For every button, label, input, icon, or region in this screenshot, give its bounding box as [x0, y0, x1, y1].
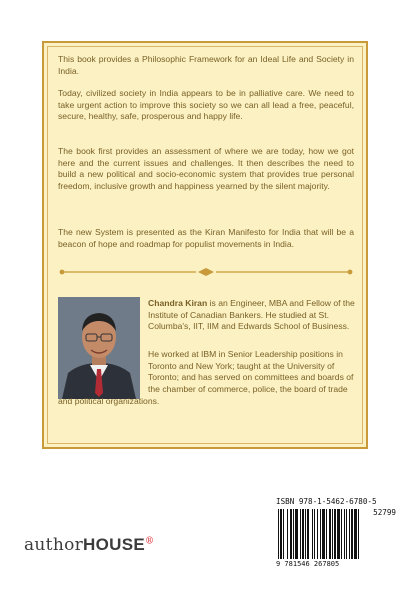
barcode-bar — [344, 509, 345, 559]
barcode-bar — [305, 509, 306, 559]
publisher-logo-house: HOUSE — [83, 535, 145, 554]
blurb-paragraph-2: Today, civilized society in India appears to be in palliative care. We need to take urgent action to improve this society so we can all lead a free, peaceful, secure, healthy, safe, prosperous and happy life. — [58, 88, 354, 122]
barcode-bar — [317, 509, 318, 559]
ornamental-divider — [58, 267, 354, 277]
barcode-bar — [322, 509, 325, 559]
barcode-bar — [287, 509, 288, 559]
author-bio-paragraph-2-tail: and political organizations. — [58, 396, 160, 406]
barcode-bar — [280, 509, 282, 559]
barcode-bar — [293, 509, 294, 559]
ean-text: 9 781546 267805 — [276, 560, 340, 568]
barcode-bar — [302, 509, 304, 559]
publisher-logo — [24, 535, 154, 555]
blurb-paragraph-4: The new System is presented as the Kiran Manifesto for India that will be a beacon of hope and roadmap for populist movements in India. — [58, 227, 354, 249]
barcode-bar — [329, 509, 331, 559]
publisher-logo-author: author — [24, 535, 84, 555]
barcode-bar — [334, 509, 336, 559]
registered-mark: ® — [145, 536, 155, 547]
barcode-bar — [326, 509, 327, 559]
price-code: 52799 — [373, 508, 396, 517]
barcode-bar — [341, 509, 342, 559]
author-bio-paragraph-1 — [148, 298, 356, 333]
barcode-bar — [307, 509, 309, 559]
author-portrait-icon — [58, 297, 140, 399]
author-bio-text: is an Engineer, MBA and Fellow of the Institute of Canadian Bankers. He studied at St. Columba's, IIT, IIM and Edwards School of Business. — [148, 298, 355, 332]
barcode-bar — [320, 509, 321, 559]
isbn-text: ISBN 978-1-5462-6780-5 — [276, 497, 377, 506]
blurb-paragraph-1: This book provides a Philosophic Framework for an Ideal Life and Society in India. — [58, 54, 354, 76]
barcode-bar — [290, 509, 292, 559]
barcode-bar — [349, 509, 350, 559]
barcode-bars — [276, 509, 398, 561]
barcode-bar — [354, 509, 357, 559]
barcode-bar — [314, 509, 315, 559]
barcode-bar — [278, 509, 279, 559]
barcode-bar — [337, 509, 340, 559]
barcode-bar — [346, 509, 347, 559]
barcode-bar — [312, 509, 313, 559]
author-photo — [58, 297, 140, 399]
isbn-barcode — [276, 497, 398, 569]
barcode-bar — [358, 509, 359, 559]
barcode-bar — [295, 509, 298, 559]
author-name: Chandra Kiran — [148, 298, 208, 308]
barcode-bar — [332, 509, 333, 559]
blurb-paragraph-3: The book first provides an assessment of where we are today, how we got here and the current issues and challenges. It then describes the need to build a new political and socio-economic system that provides true personal freedom, inclusive growth and happiness yearned by the silent majority. — [58, 146, 354, 191]
author-bio-paragraph-2: He worked at IBM in Senior Leadership positions in Toronto and New York; taught at the University of Toronto; and has served on committees and boards of the chamber of commerce, police, the board of trade — [148, 349, 354, 394]
barcode-bar — [300, 509, 301, 559]
barcode-bar — [351, 509, 353, 559]
barcode-bar — [283, 509, 284, 559]
